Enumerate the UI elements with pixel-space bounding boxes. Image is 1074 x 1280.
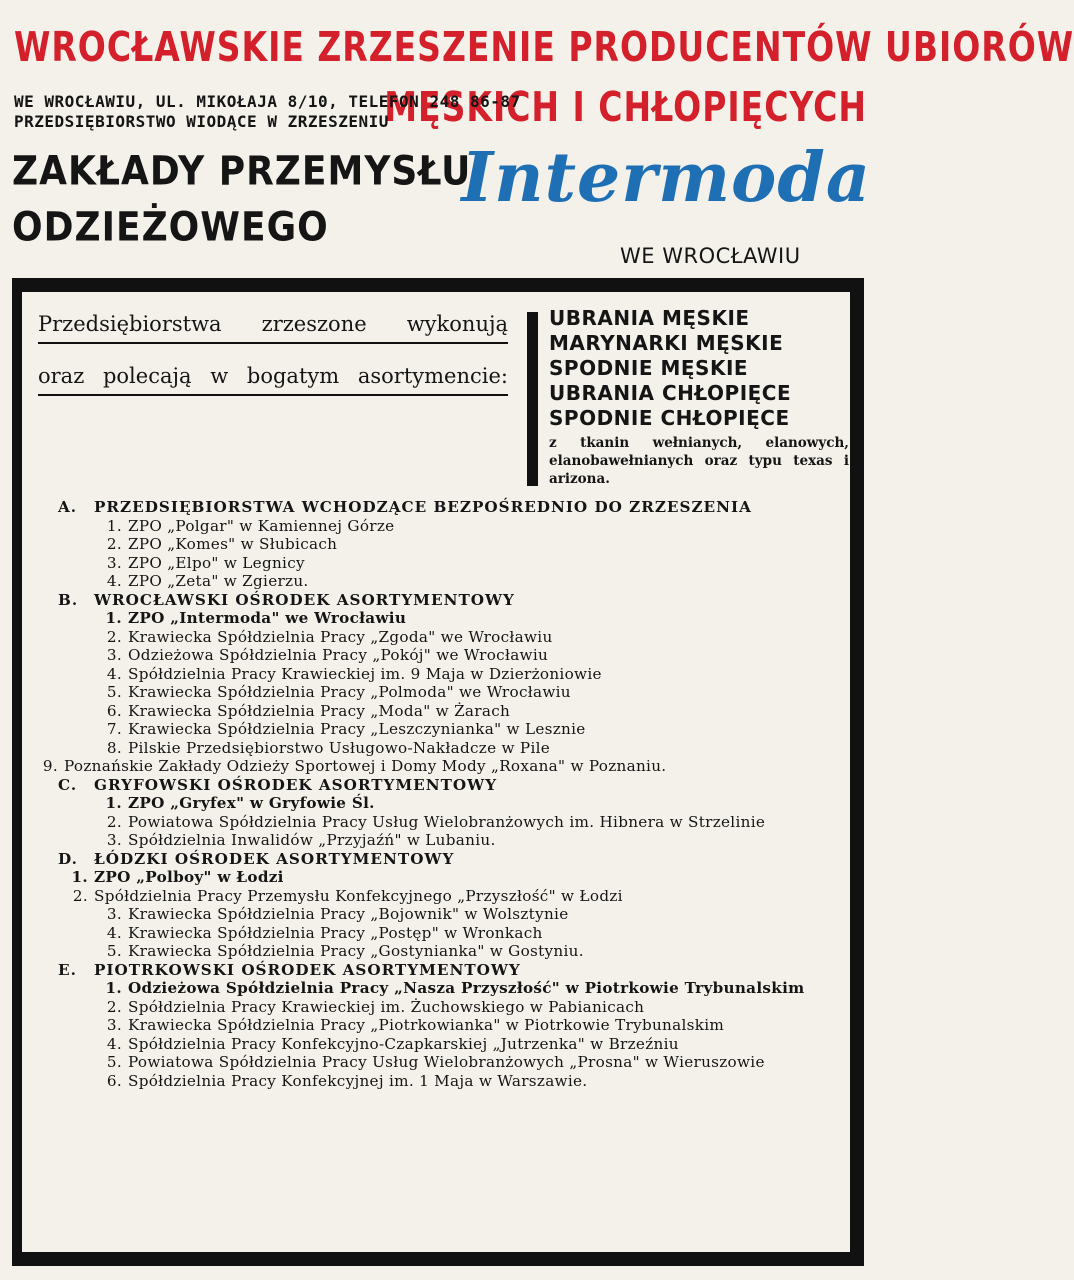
item-text: Krawiecka Spółdzielnia Pracy „Piotrkowianka" w Piotrkowie Trybunalskim [128,1016,725,1034]
list-item [58,1035,820,1054]
section-heading [58,498,820,517]
section-c [58,776,820,850]
item-number: 1. [105,979,122,997]
item-number: 6. [106,701,122,720]
list-item [58,924,820,943]
section-heading [58,591,820,610]
item-text: Spółdzielnia Pracy Krawieckiej im. 9 Maja w Dzierżoniowie [128,664,602,683]
item-number: 4. [106,923,122,942]
list-item [58,702,820,721]
section-heading [58,961,820,980]
item-number: 5. [106,1053,122,1071]
item-number: 2. [106,627,122,646]
item-number: 8. [106,738,122,757]
list-item [58,1016,820,1035]
item-text: Pilskie Przedsiębiorstwo Usługowo-Nakładcze w Pile [128,738,551,757]
item-text: Spółdzielnia Inwalidów „Przyjaźń" w Lubaniu. [128,831,496,849]
item-text: Spółdzielnia Pracy Przemysłu Konfekcyjnego „Przyszłość" w Łodzi [94,886,623,905]
item-number: 2. [106,535,122,553]
brand-location: WE WROCŁAWIU [620,244,801,268]
list-item [58,628,820,647]
section-title: GRYFOWSKI OŚRODEK ASORTYMENTOWY [94,775,498,794]
item-text: ZPO „Elpo" w Legnicy [128,553,305,572]
item-text: Krawiecka Spółdzielnia Pracy „Gostynianka" w Gostyniu. [128,942,584,960]
product-list [549,306,849,488]
product-item: UBRANIA MĘSKIE [549,306,750,330]
item-text: Krawiecka Spółdzielnia Pracy „Postęp" w Wronkach [128,923,543,942]
address-line: WE WROCŁAWIU, UL. MIKOŁAJA 8/10, TELEFON 248 86-87 [14,92,521,111]
item-number: 1. [105,609,122,627]
section-letter: D. [58,849,78,868]
list-item [58,517,820,536]
enterprise-list [42,498,820,1090]
brand-logo-intermoda: Intermoda [461,138,871,218]
item-text: Powiatowa Spółdzielnia Pracy Usług Wielobranżowych im. Hibnera w Strzelinie [128,812,766,831]
section-letter: C. [58,775,78,794]
item-text: ZPO „Gryfex" w Gryfowie Śl. [128,794,375,812]
item-text: Spółdzielnia Pracy Konfekcyjno-Czapkarskiej „Jutrzenka" w Brzeźniu [128,1034,679,1053]
list-item [58,646,820,665]
item-text: ZPO „Polboy" w Łodzi [94,868,284,886]
item-text: Odzieżowa Spółdzielnia Pracy „Pokój" we Wrocławiu [128,646,549,664]
list-item [58,1072,820,1091]
list-item [58,1053,820,1072]
intro-line1: Przedsiębiorstwa zrzeszone wykonują [38,312,508,344]
item-text: ZPO „Zeta" w Zgierzu. [128,572,309,590]
item-text: Krawiecka Spółdzielnia Pracy „Zgoda" we Wrocławiu [128,627,553,646]
vertical-divider [527,312,538,486]
list-item [58,905,820,924]
company-name [12,144,471,256]
item-number: 9. [42,757,58,775]
section-d [58,850,820,961]
item-number: 4. [106,572,122,590]
list-item [58,887,820,906]
item-text: Spółdzielnia Pracy Krawieckiej im. Żuchowskiego w Pabianicach [128,997,645,1016]
item-number: 4. [106,664,122,683]
list-item [58,813,820,832]
list-item [58,831,820,850]
list-item [58,720,820,739]
item-number: 5. [106,683,122,701]
item-text: Krawiecka Spółdzielnia Pracy „Leszczynianka" w Lesznie [128,720,586,738]
item-number: 3. [106,905,122,923]
list-item [58,683,820,702]
item-text: Krawiecka Spółdzielnia Pracy „Polmoda" we Wrocławiu [128,683,571,701]
company-name-line2: ODZIEŻOWEGO [12,204,329,251]
item-number: 6. [106,1071,122,1090]
product-note: z tkanin wełnianych, elanowych, elanobawełnianych oraz typu texas i arizona. [549,435,849,487]
section-title: PIOTRKOWSKI OŚRODEK ASORTYMENTOWY [94,960,521,979]
item-text: Odzieżowa Spółdzielnia Pracy „Nasza Przyszłość" w Piotrkowie Trybunalskim [128,979,805,997]
list-item [28,757,820,776]
item-text: ZPO „Komes" w Słubicach [128,535,338,553]
item-text: Spółdzielnia Pracy Konfekcyjnej im. 1 Maja w Warszawie. [128,1071,588,1090]
item-number: 1. [105,794,122,812]
section-title: ŁÓDZKI OŚRODEK ASORTYMENTOWY [94,849,455,868]
item-text: Krawiecka Spółdzielnia Pracy „Moda" w Żarach [128,701,511,720]
header-title-line1: WROCŁAWSKIE ZRZESZENIE PRODUCENTÓW UBIORÓW [14,22,1074,71]
list-item [58,868,820,887]
list-item [58,535,820,554]
list-item [58,572,820,591]
header-title-line2: MĘSKICH I CHŁOPIĘCYCH [384,82,867,131]
item-text: Krawiecka Spółdzielnia Pracy „Bojownik" w Wolsztynie [128,905,569,923]
item-text: ZPO „Polgar" w Kamiennej Górze [128,516,395,535]
section-title: PRZEDSIĘBIORSTWA WCHODZĄCE BEZPOŚREDNIO DO ZRZESZENIA [94,498,752,516]
section-letter: A. [58,498,78,516]
section-title: WROCŁAWSKI OŚRODEK ASORTYMENTOWY [94,590,515,609]
item-number: 1. [106,516,122,535]
section-e [58,961,820,1091]
item-text: Powiatowa Spółdzielnia Pracy Usług Wielobranżowych „Prosna" w Wieruszowie [128,1053,765,1071]
list-item [58,554,820,573]
company-name-line1: ZAKŁADY PRZEMYSŁU [12,148,472,195]
list-item [58,609,820,628]
section-letter: B. [58,590,79,609]
item-number: 1. [71,868,88,886]
item-number: 3. [106,1016,122,1034]
item-number: 3. [106,646,122,664]
item-number: 2. [72,886,88,905]
list-item [58,998,820,1017]
item-number: 3. [106,831,122,849]
address-block [14,92,521,132]
product-item: UBRANIA CHŁOPIĘCE [549,381,792,405]
product-item: SPODNIE MĘSKIE [549,356,749,380]
leading-enterprise-line: PRZEDSIĘBIORSTWO WIODĄCE W ZRZESZENIU [14,112,389,131]
section-a [58,498,820,591]
item-number: 5. [106,942,122,960]
section-heading [58,850,820,869]
list-item [58,979,820,998]
product-item: MARYNARKI MĘSKIE [549,331,784,355]
list-item [58,794,820,813]
product-item: SPODNIE CHŁOPIĘCE [549,406,790,430]
item-number: 2. [106,812,122,831]
item-number: 7. [106,720,122,738]
item-text: ZPO „Intermoda" we Wrocławiu [128,609,407,627]
section-heading [58,776,820,795]
item-number: 3. [106,553,122,572]
item-text: Poznańskie Zakłady Odzieży Sportowej i Domy Mody „Roxana" w Poznaniu. [64,757,667,775]
intro-line2: oraz polecają w bogatym asortymencie: [38,364,508,396]
list-item [58,665,820,684]
section-letter: E. [58,960,77,979]
list-item [58,942,820,961]
item-number: 4. [106,1034,122,1053]
item-number: 2. [106,997,122,1016]
section-b [42,590,820,776]
list-item [58,739,820,758]
